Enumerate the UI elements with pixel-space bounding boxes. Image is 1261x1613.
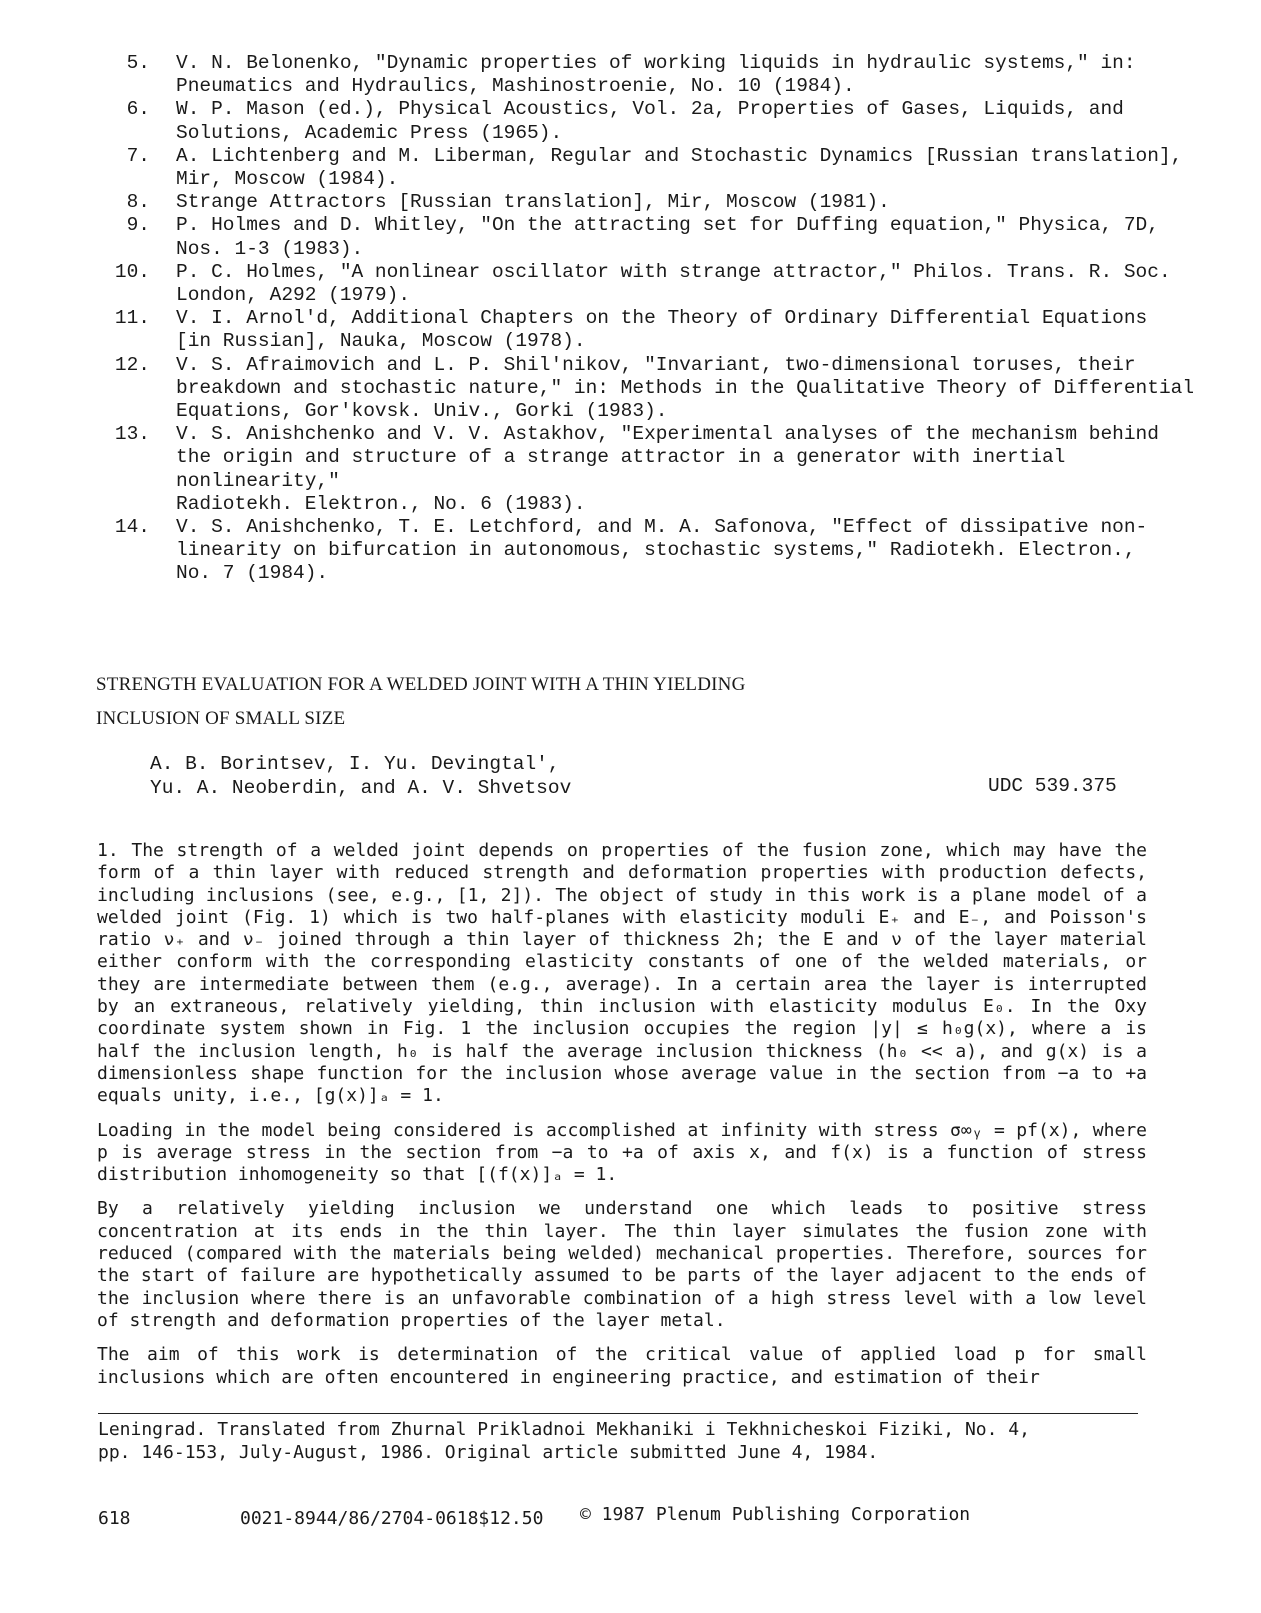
page-number: 618: [98, 1508, 131, 1529]
reference-number: 8.: [126, 191, 150, 214]
reference-text: V. S. Anishchenko, T. E. Letchford, and M. A. Safonova, "Effect of dissipative non- linearity on bifurcation in autonomous, stochastic systems," Radiotekh. Electron., No. 7 (1984).: [176, 516, 1148, 585]
udc-code: UDC 539.375: [988, 775, 1117, 797]
reference-number: 10.: [114, 260, 150, 283]
reference-number: 5.: [126, 52, 150, 74]
reference-number: 6.: [126, 98, 150, 121]
copyright-notice: © 1987 Plenum Publishing Corporation: [580, 1504, 971, 1525]
reference-list: [96, 52, 1206, 586]
reference-item: [96, 261, 1206, 307]
reference-item: [96, 214, 1206, 260]
reference-text: P. Holmes and D. Whitley, "On the attracting set for Duffing equation," Physica, 7D, Nos. 1-3 (1983).: [176, 214, 1159, 260]
reference-item: [96, 98, 1206, 144]
body-paragraph: Loading in the model being considered is accomplished at infinity with stress σ∞ᵧ = pf(x), where p is average stress in the section from −a to +a of axis x, and f(x) is a function of stress distribution inhomogeneity so that [(f(x)]ₐ = 1.: [97, 1119, 1147, 1186]
reference-item: [96, 52, 1206, 98]
reference-text: V. N. Belonenko, "Dynamic properties of working liquids in hydraulic systems," in: Pneumatics and Hydraulics, Mashinostroenie, No. 10 (1984).: [176, 52, 1136, 98]
reference-number: 11.: [114, 307, 150, 330]
footnote-divider: [98, 1413, 1138, 1414]
reference-number: 9.: [126, 214, 150, 237]
reference-number: 14.: [114, 516, 150, 539]
reference-item: [96, 191, 1206, 214]
footnote: Leningrad. Translated from Zhurnal Prikladnoi Mekhaniki i Tekhnicheskoi Fiziki, No. 4, pp. 146-153, July-August, 1986. Original article submitted June 4, 1984.: [98, 1419, 1030, 1463]
issn-code: 0021-8944/86/2704-0618$12.50: [240, 1508, 544, 1529]
article-body: [97, 840, 1147, 1401]
article-title: STRENGTH EVALUATION FOR A WELDED JOINT WITH A THIN YIELDING INCLUSION OF SMALL SIZE: [96, 674, 746, 729]
reference-text: P. C. Holmes, "A nonlinear oscillator with strange attractor," Philos. Trans. R. Soc. London, A292 (1979).: [176, 260, 1171, 307]
reference-item: [96, 423, 1206, 516]
reference-number: 7.: [126, 144, 150, 167]
article-authors: A. B. Borintsev, I. Yu. Devingtal', Yu. A. Neoberdin, and A. V. Shvetsov: [150, 753, 572, 799]
reference-text: V. S. Anishchenko and V. V. Astakhov, "Experimental analyses of the mechanism behind the origin and structure of a strange attractor in a generator with inertial nonlinearity," Radiotekh. Elektron., No. 6 (1983).: [176, 423, 1159, 515]
reference-item: [96, 307, 1206, 353]
reference-item: [96, 516, 1206, 586]
reference-number: 13.: [114, 423, 150, 446]
reference-item: [96, 145, 1206, 191]
body-paragraph: The aim of this work is determination of the critical value of applied load p for small inclusions which are often encountered in engineering practice, and estimation of their: [97, 1344, 1147, 1388]
reference-number: 12.: [114, 353, 150, 376]
body-paragraph: By a relatively yielding inclusion we understand one which leads to positive stress concentration at its ends in the thin layer. The thin layer simulates the fusion zone with reduced (compared with the materials being welded) mechanical properties. Therefore, sources for the start of failure are hypothetically assumed to be parts of the layer adjacent to the ends of the inclusion where there is an unfavorable combination of a high stress level with a low level of strength and deformation properties of the layer metal.: [97, 1198, 1147, 1331]
reference-item: [96, 354, 1206, 424]
body-paragraph: 1. The strength of a welded joint depends on properties of the fusion zone, which may have the form of a thin layer with reduced strength and deformation properties with production defects, including inclusions (see, e.g., [1, 2]). The object of study in this work is a plane model of a welded joint (Fig. 1) which is two half-planes with elasticity moduli E₊ and E₋, and Poisson's ratio ν₊ and ν₋ joined through a thin layer of thickness 2h; the E and ν of the layer material either conform with the corresponding elasticity constants of one of the welded materials, or they are intermediate between them (e.g., average). In a certain area the layer is interrupted by an extraneous, relatively yielding, thin inclusion with elasticity modulus E₀. In the Oxy coordinate system shown in Fig. 1 the inclusion occupies the region |y| ≤ h₀g(x), where a is half the inclusion length, h₀ is half the average inclusion thickness (h₀ << a), and g(x) is a dimensionless shape function for the inclusion whose average value in the section from −a to +a equals unity, i.e., [g(x)]ₐ = 1.: [97, 840, 1147, 1107]
reference-text: V. S. Afraimovich and L. P. Shil'nikov, "Invariant, two-dimensional toruses, their breakdown and stochastic nature," in: Methods in the Qualitative Theory of Differential Equations, Gor'kovsk. Univ., Gorki (1983).: [176, 353, 1195, 423]
reference-text: A. Lichtenberg and M. Liberman, Regular and Stochastic Dynamics [Russian translation], Mir, Moscow (1984).: [176, 144, 1183, 191]
reference-text: Strange Attractors [Russian translation], Mir, Moscow (1981).: [176, 191, 890, 214]
reference-text: W. P. Mason (ed.), Physical Acoustics, Vol. 2a, Properties of Gases, Liquids, and Solutions, Academic Press (1965).: [176, 98, 1124, 144]
reference-text: V. I. Arnol'd, Additional Chapters on the Theory of Ordinary Differential Equations [in Russian], Nauka, Moscow (1978).: [176, 307, 1148, 353]
